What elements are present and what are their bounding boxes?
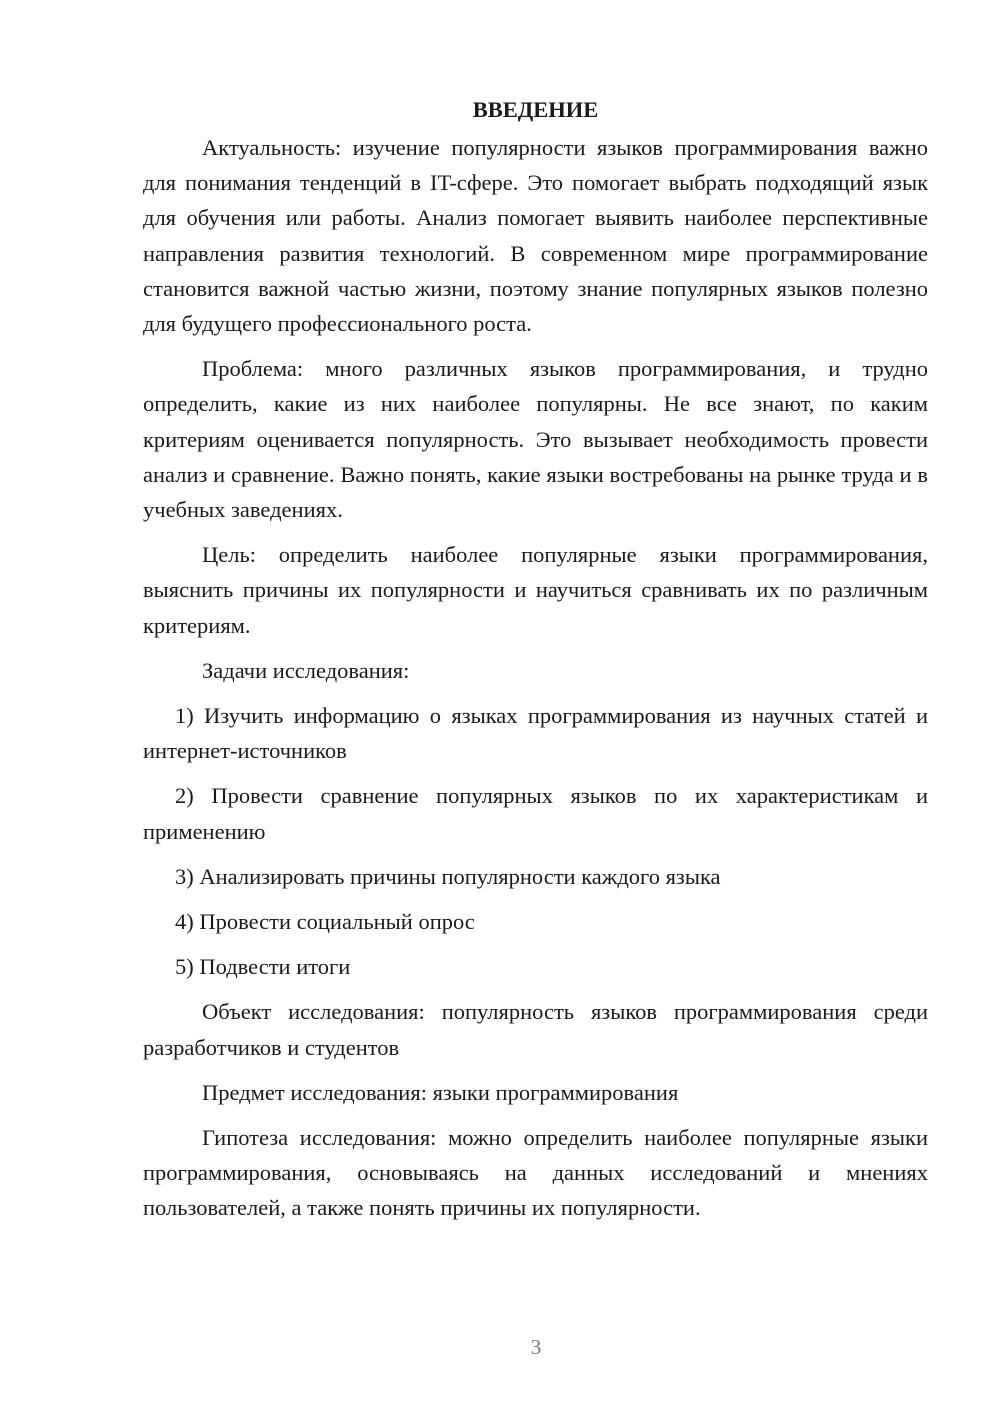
page-title: ВВЕДЕНИЕ (472, 97, 599, 122)
paragraph-object: Объект исследования: популярность языков программирования среди разработчиков и студентов (143, 999, 928, 1060)
paragraph-goal: Цель: определить наиболее популярные языки программирования, выяснить причины их популярности и научиться сравнивать их по различным критериям. (143, 542, 928, 638)
page-number: 3 (530, 1335, 542, 1359)
task-item: 1) Изучить информацию о языках программирования из научных статей и интернет-источников (143, 703, 928, 764)
document-body (143, 92, 928, 1236)
paragraph-tasks-heading: Задачи исследования: (202, 657, 410, 683)
paragraph-relevance: Актуальность: изучение популярности языков программирования важно для понимания тенденций в IT-сфере. Это помогает выбрать подходящий язык для обучения или работы. Анализ помогает выявить наиболее перспективные направления развития технологий. В современном мире программирование становится важной частью жизни, поэтому знание популярных языков полезно для будущего профессионального роста. (143, 135, 928, 337)
task-item: 5) Подвести итоги (175, 954, 351, 980)
paragraph-subject: Предмет исследования: языки программирования (202, 1079, 679, 1105)
task-item: 4) Провести социальный опрос (175, 909, 475, 935)
paragraph-hypothesis: Гипотеза исследования: можно определить наиболее популярные языки программирования, основываясь на данных исследований и мнениях пользователей, а также понять причины их популярности. (143, 1125, 928, 1221)
task-item: 3) Анализировать причины популярности каждого языка (175, 863, 721, 889)
task-item: 2) Провести сравнение популярных языков по их характеристикам и применению (143, 783, 928, 844)
paragraph-problem: Проблема: много различных языков программирования, и трудно определить, какие из них наиболее популярны. Не все знают, по каким критериям оценивается популярность. Это вызывает необходимость провести анализ и сравнение. Важно понять, какие языки востребованы на рынке труда и в учебных заведениях. (143, 356, 928, 523)
